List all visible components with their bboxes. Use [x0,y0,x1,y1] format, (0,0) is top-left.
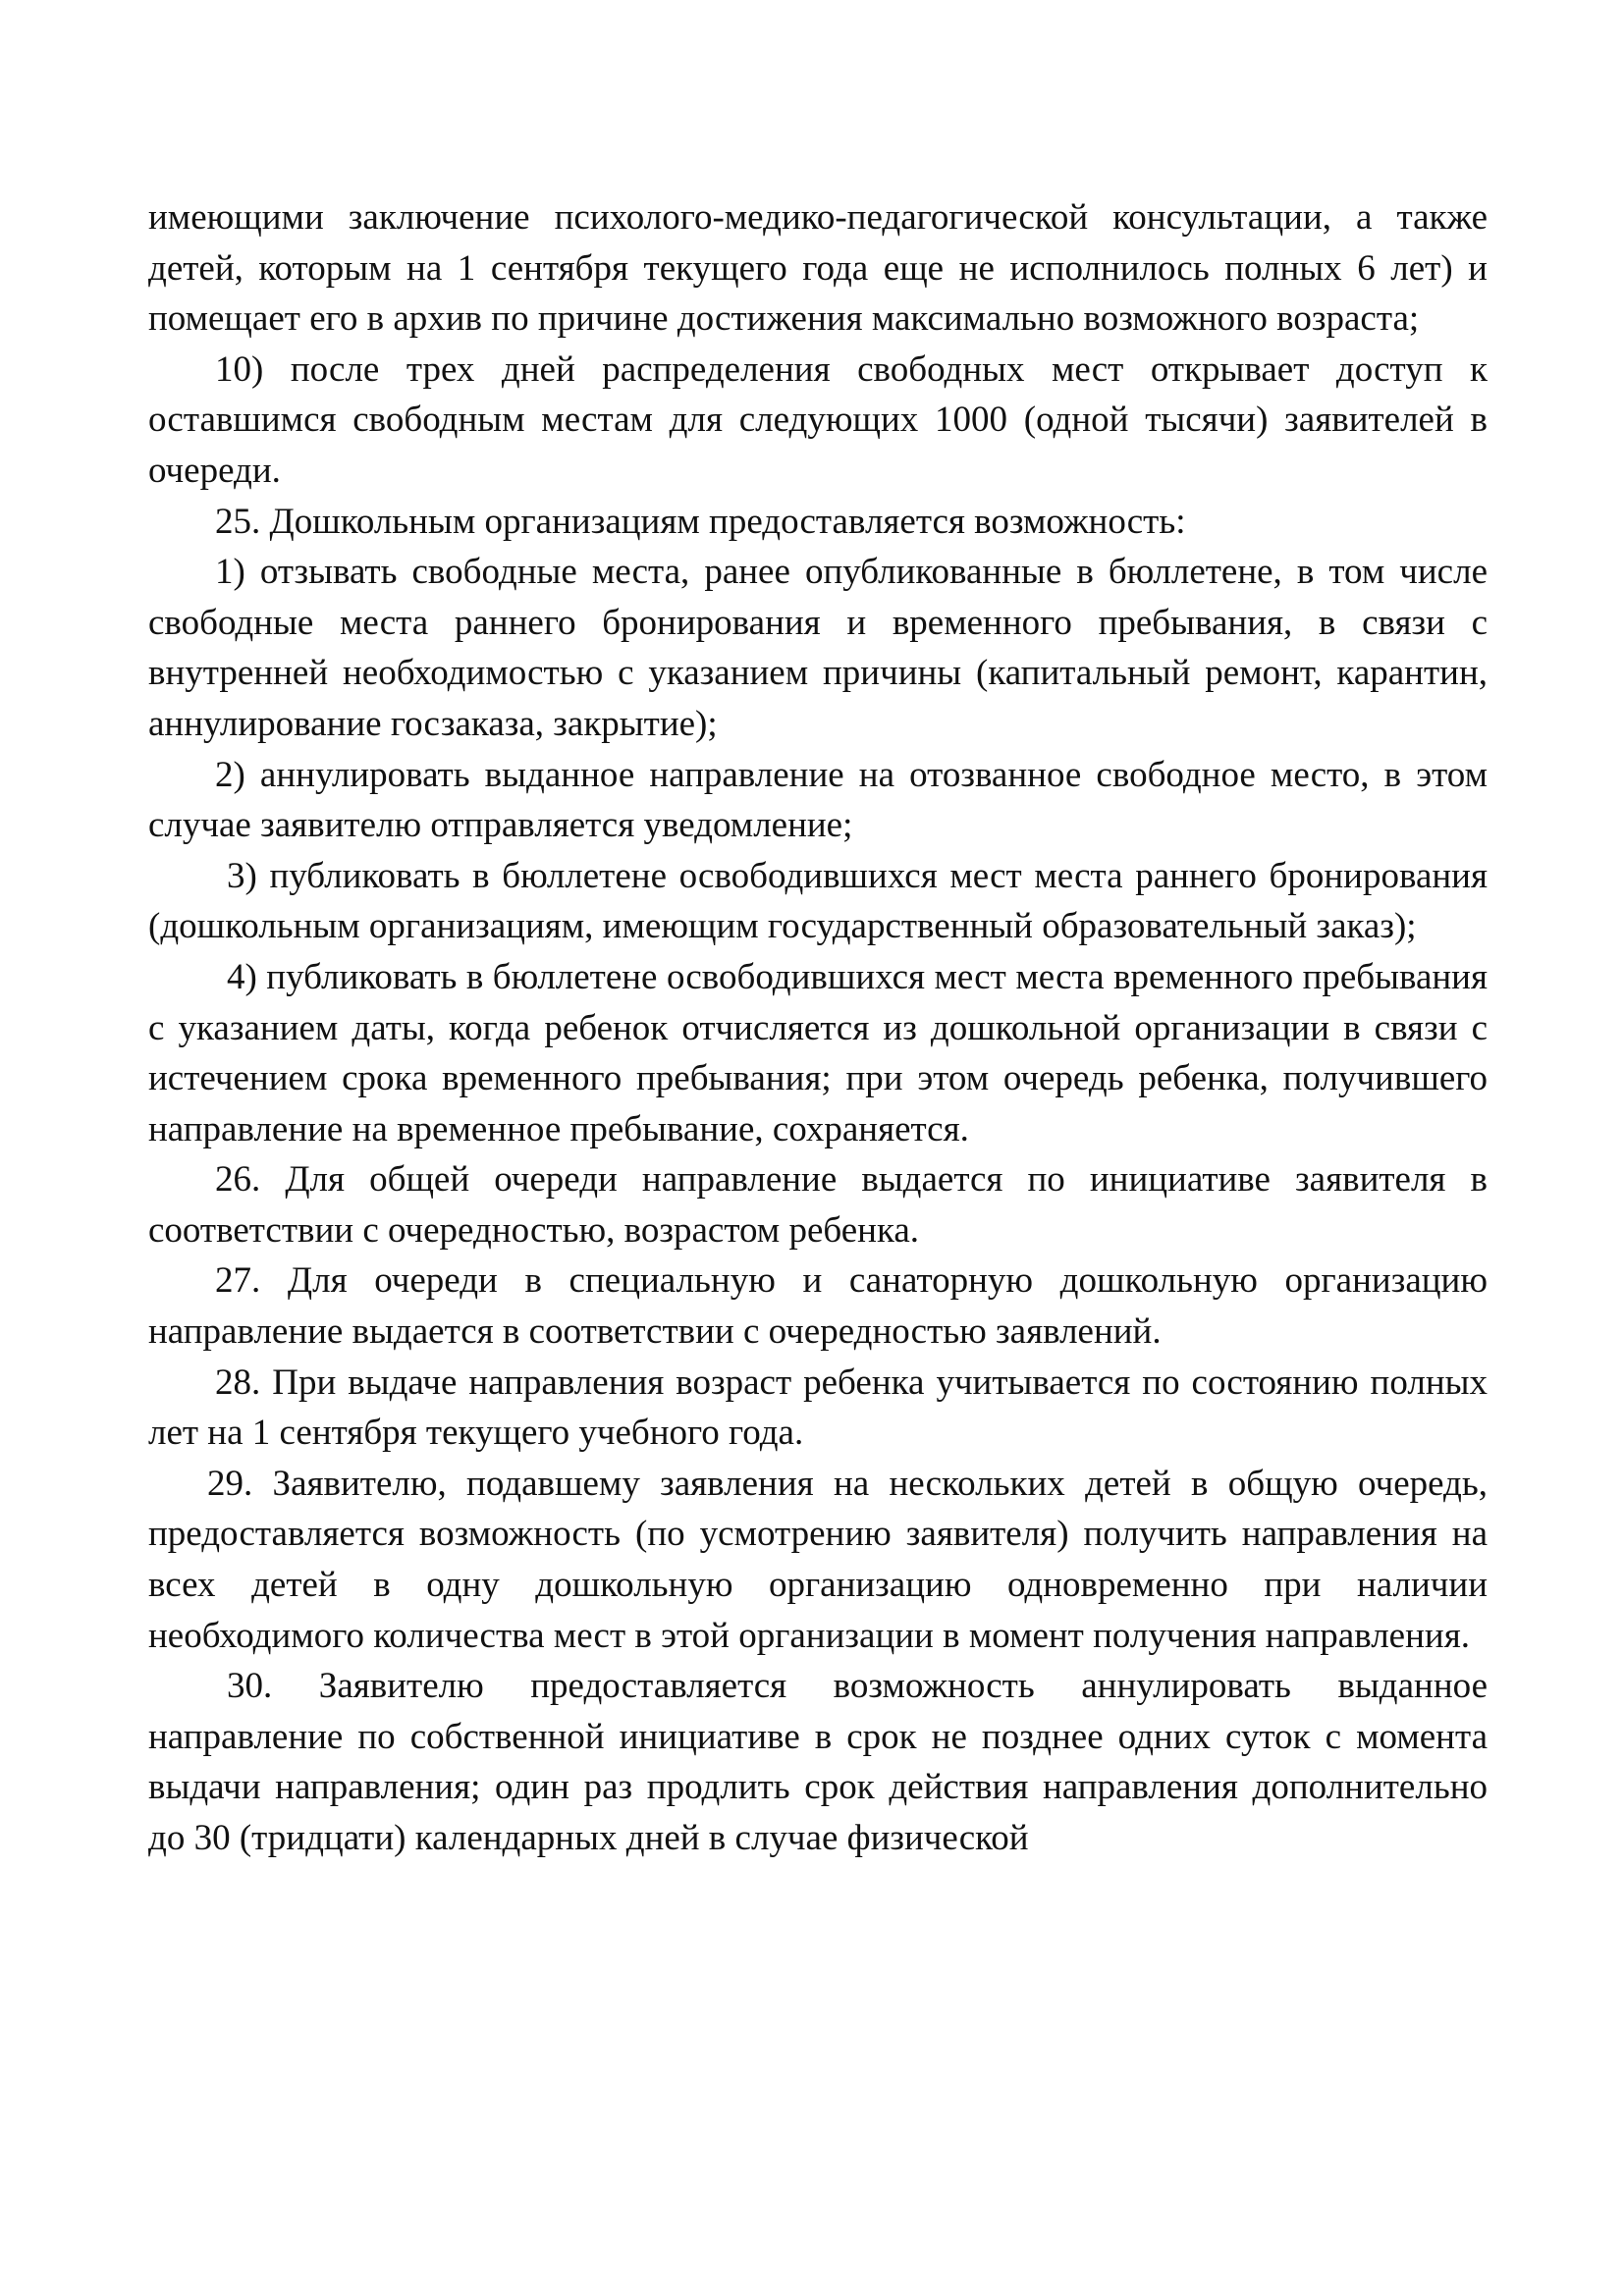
paragraph-clause-25-item-2: 2) аннулировать выданное направление на отозванное свободное место, в этом случае заявителю отправляется уведомление; [148,754,1488,846]
paragraph-clause-25: 25. Дошкольным организациям предоставляется возможность: [215,501,1186,542]
paragraph-clause-25-item-4: 4) публиковать в бюллетене освободившихся мест места временного пребывания с указанием даты, когда ребенок отчисляется из дошкольной организации в связи с истечением срока временного пребывания; при этом очередь ребенка, получившего направление на временное пребывание, сохраняется. [148,956,1488,1149]
paragraph-clause-27: 27. Для очереди в специальную и санаторную дошкольную организацию направление выдается в соответствии с очередностью заявлений. [148,1260,1488,1353]
paragraph-clause-30: 30. Заявителю предоставляется возможность аннулировать выданное направление по собственной инициативе в срок не позднее одних суток с момента выдачи направления; один раз продлить срок действия направления дополнительно до 30 (тридцати) календарных дней в случае физической [148,1666,1488,1858]
document-body [148,192,1488,1864]
paragraph-clause-25-item-1: 1) отзывать свободные места, ранее опубликованные в бюллетене, в том числе свободные места раннего бронирования и временного пребывания, в связи с внутренней необходимостью с указанием причины (капитальный ремонт, карантин, аннулирование госзаказа, закрытие); [148,552,1488,744]
paragraph-clause-25-item-3: 3) публиковать в бюллетене освободившихся мест места раннего бронирования (дошкольным организациям, имеющим государственный образовательный заказ); [148,855,1488,947]
paragraph-continuation: имеющими заключение психолого-медико-педагогической консультации, а также детей, которым на 1 сентября текущего года еще не исполнилось полных 6 лет) и помещает его в архив по причине достижения максимально возможного возраста; [148,197,1488,340]
paragraph-clause-29: 29. Заявителю, подавшему заявления на нескольких детей в общую очередь, предоставляется возможность (по усмотрению заявителя) получить направления на всех детей в одну дошкольную организацию одновременно при наличии необходимого количества мест в этой организации в момент получения направления. [148,1463,1488,1656]
paragraph-clause-28: 28. При выдаче направления возраст ребенка учитывается по состоянию полных лет на 1 сентября текущего учебного года. [148,1362,1488,1454]
paragraph-clause-26: 26. Для общей очереди направление выдается по инициативе заявителя в соответствии с очередностью, возрастом ребенка. [148,1159,1488,1251]
paragraph-item-10: 10) после трех дней распределения свободных мест открывает доступ к оставшимся свободным местам для следующих 1000 (одной тысячи) заявителей в очереди. [148,348,1488,491]
